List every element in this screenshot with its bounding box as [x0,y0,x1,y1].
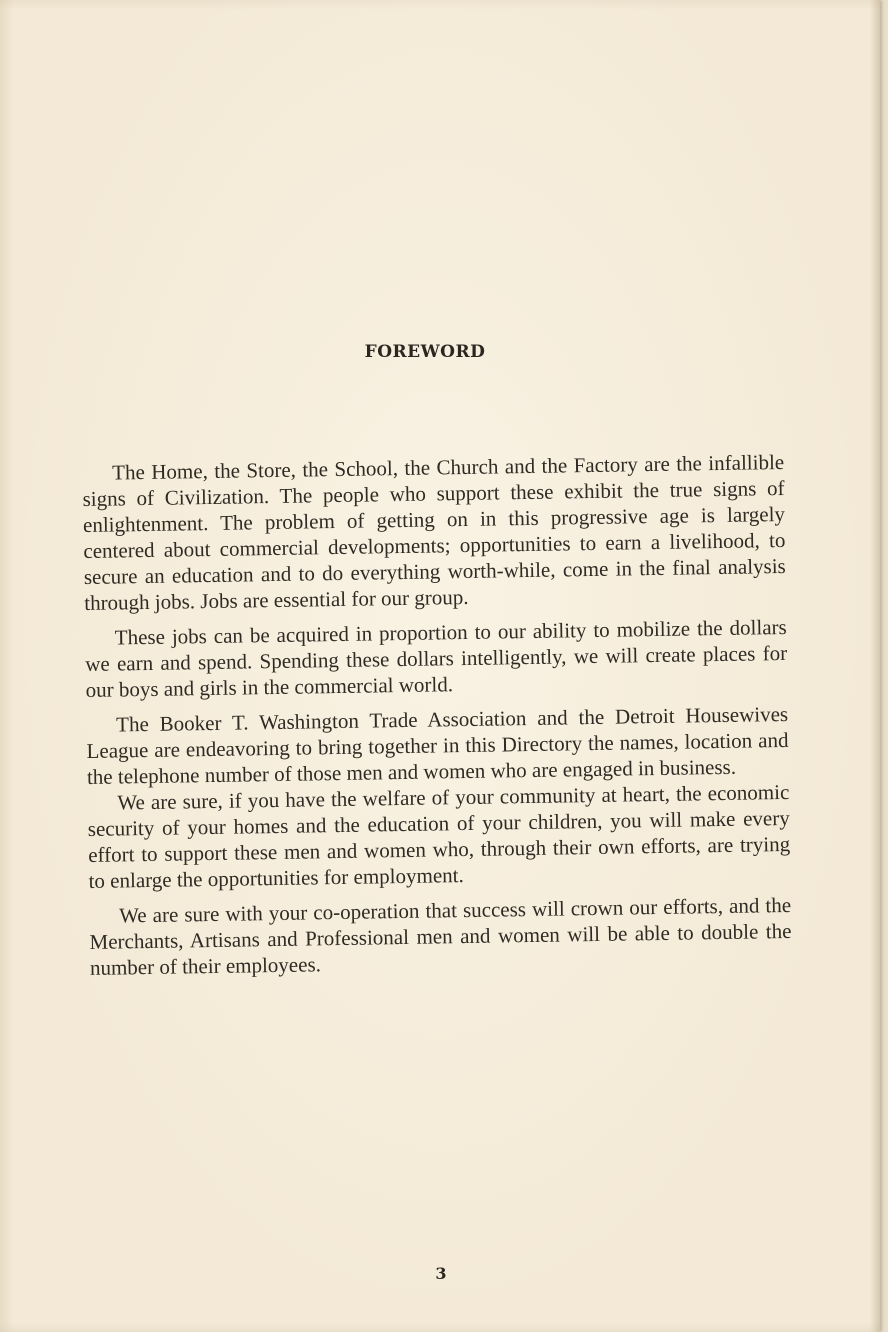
paragraph-civilization: The Home, the Store, the School, the Church and the Factory are the infallible signs of Civilization. The people who support these exhibit the true signs of enlightenment. The problem of getting on in this progressive age is largely centered about commercial developments; opportunities to earn a livelihood, to secure an education and to do everything worth-while, come in the final analysis through jobs. Jobs are essential for our group. [82,449,786,615]
page-title: FOREWORD [364,342,486,362]
paragraph-jobs: These jobs can be acquired in proportion to our ability to mobilize the dollars we earn and spend. Spending these dollars intelligently, we will create places for our boys and girls in the commercial world. [85,614,788,702]
page-number: 3 [435,1264,447,1283]
paragraph-cooperation: We are sure with your co-operation that success will crown our efforts, and the Merchants, Artisans and Professional men and women will be able to double the number of their employees. [89,892,792,980]
paragraph-welfare: We are sure, if you have the welfare of your community at heart, the economic security of your homes and the education of your children, you will make every effort to support these men and women who, through their own efforts, are trying to enlarge the opportunities for employment. [87,779,791,893]
paragraph-directory: The Booker T. Washington Trade Association and the Detroit Housewives League are endeavoring to bring together in this Directory the names, location and the telephone number of those men and women who are engaged in business. [86,701,789,789]
foreword-body [82,449,792,990]
